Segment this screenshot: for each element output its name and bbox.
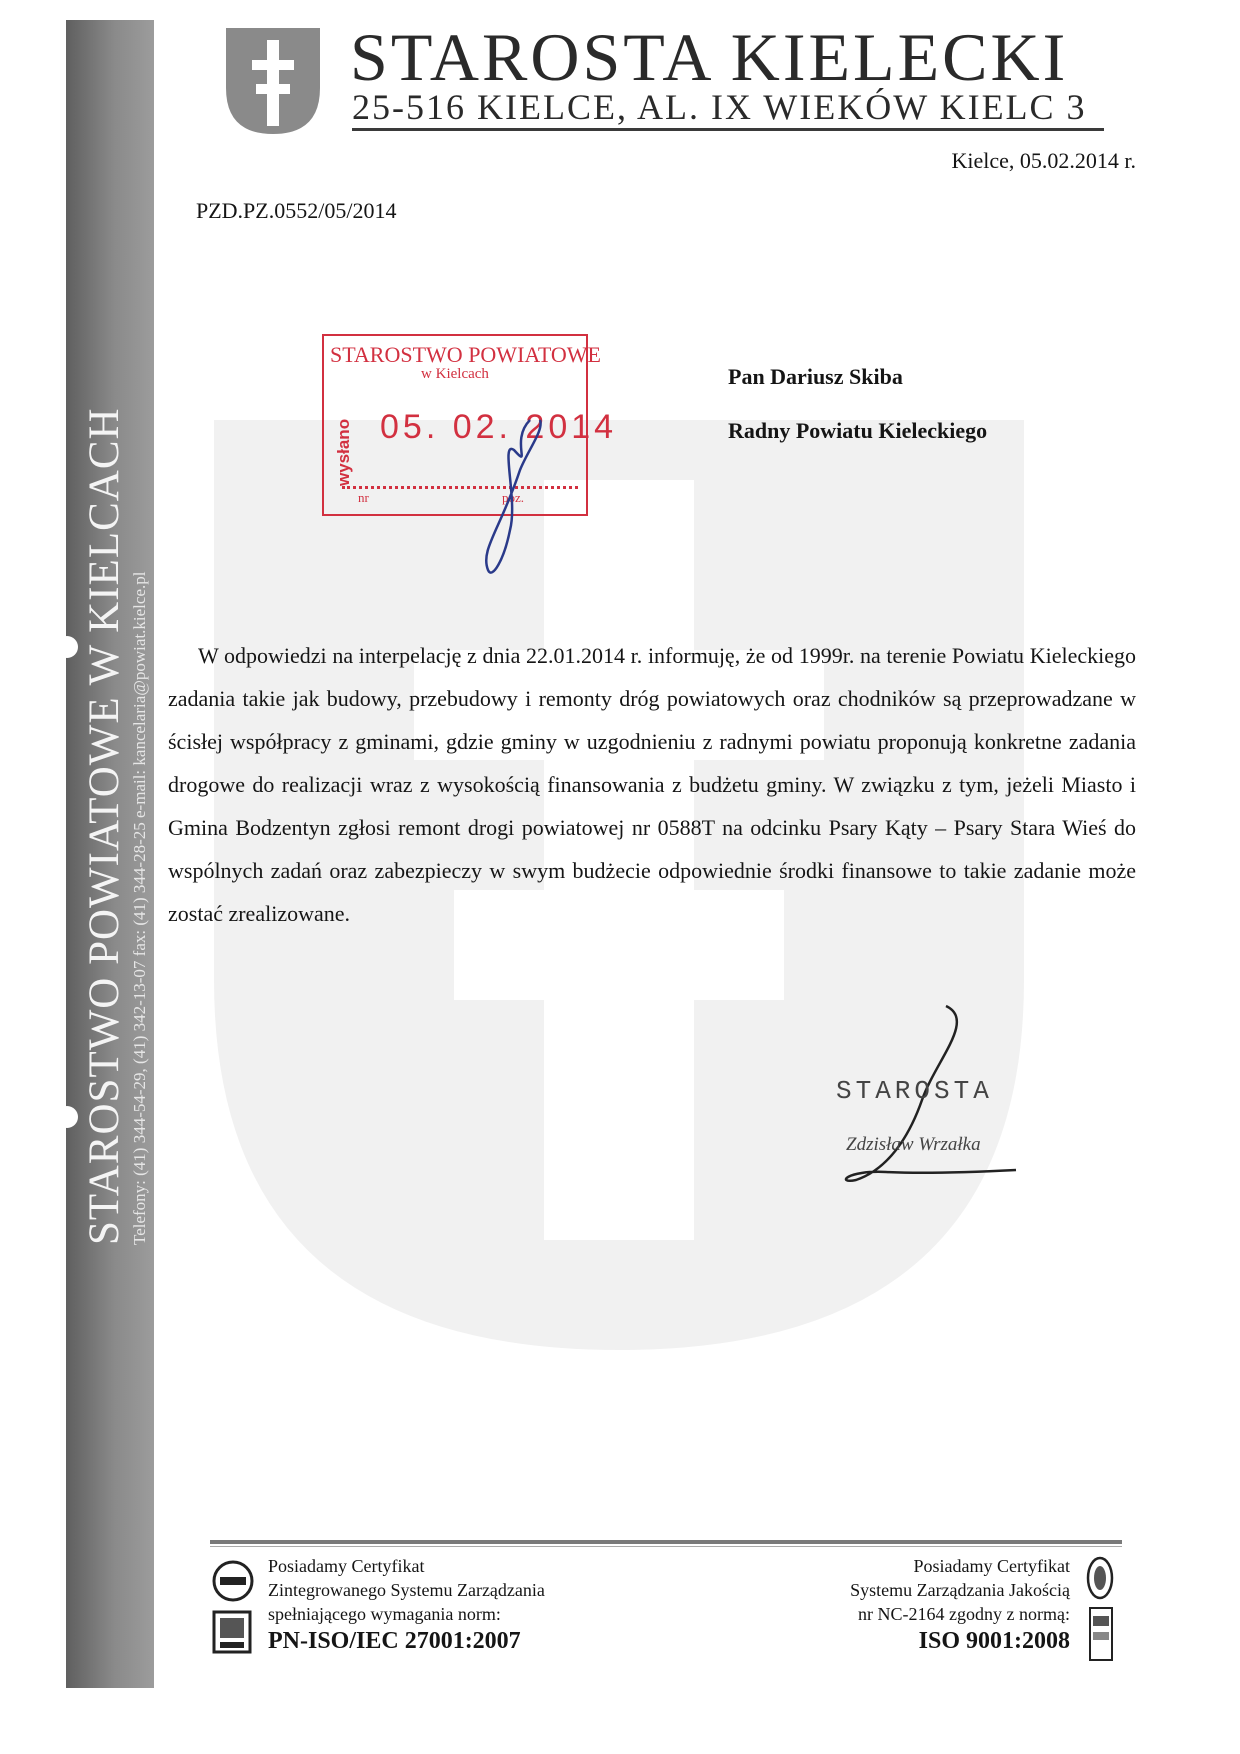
signatory-name: Zdzisław Wrzałka bbox=[846, 1134, 981, 1155]
header-divider bbox=[352, 128, 1104, 131]
office-title: STAROSTA KIELECKI bbox=[350, 19, 1069, 95]
sidebar-title: STAROSTWO POWIATOWE W KIELCACH bbox=[81, 407, 128, 1245]
footer-divider bbox=[210, 1540, 1122, 1544]
addressee-title: Radny Powiatu Kieleckiego bbox=[728, 418, 988, 443]
cert-right-line2: Systemu Zarządzania Jakością bbox=[850, 1580, 1070, 1600]
letter-paragraph: W odpowiedzi na interpelację z dnia 22.01.2014 r. informuję, że od 1999r. na terenie Powiatu Kieleckiego zadania takie jak budowy, przebudowy i remonty dróg powiatowych oraz chodników są przeprowadzane w ścisłej współpracy z gminami, gdzie gminy w uzgodnieniu z radnymi powiatu proponują konkretne zadania drogowe do realizacji wraz z wysokością finansowania z budżetu gminy. W związku z tym, jeżeli Miasto i Gmina Bodzentyn zgłosi remont drogi powiatowej nr 0588T na odcinku Psary Kąty – Psary Stara Wieś do wspólnych zadań oraz zabezpieczy w swym budżecie odpowiednie środki finansowe to takie zadanie może zostać zrealizowane. bbox=[168, 643, 1136, 926]
eagle-emblem-icon bbox=[212, 1610, 252, 1654]
addressee-name: Pan Dariusz Skiba bbox=[728, 364, 903, 389]
coat-of-arms-icon bbox=[224, 26, 322, 136]
punch-hole bbox=[56, 636, 78, 658]
stamp-date: 05. 02. 2014 bbox=[380, 408, 618, 446]
pca-accreditation-icon bbox=[1088, 1606, 1114, 1662]
sidebar-contact: Telefony: (41) 344-54-29, (41) 342-13-07 fax: (41) 344-28-25 e-mail: kancelaria@powiat.kielce.pl bbox=[130, 571, 149, 1245]
cert-left-line3: spełniającego wymagania norm: bbox=[268, 1604, 501, 1624]
quality-seal-icon bbox=[1086, 1554, 1114, 1602]
stamp-city: w Kielcach bbox=[421, 366, 489, 382]
cert-left-norm: PN-ISO/IEC 27001:2007 bbox=[268, 1628, 521, 1654]
cert-right-line1: Posiadamy Certyfikat bbox=[913, 1556, 1070, 1576]
punch-hole bbox=[56, 1106, 78, 1128]
stamp-sent-label: wysłano bbox=[334, 418, 353, 486]
stamp-poz-label: poz. bbox=[502, 490, 525, 505]
place-date: Kielce, 05.02.2014 r. bbox=[951, 148, 1136, 173]
footer-divider-thin bbox=[210, 1546, 1122, 1547]
stamp-office: STAROSTWO POWIATOWE bbox=[330, 342, 601, 367]
reference-number: PZD.PZ.0552/05/2014 bbox=[196, 198, 397, 223]
cert-right-norm: ISO 9001:2008 bbox=[918, 1628, 1070, 1654]
initials-signature-icon bbox=[470, 410, 560, 586]
signatory-role: STAROSTA bbox=[836, 1076, 993, 1106]
letter-body bbox=[168, 634, 1136, 935]
cert-right-line3: nr NC-2164 zgodny z normą: bbox=[858, 1604, 1070, 1624]
office-address: 25-516 KIELCE, AL. IX WIEKÓW KIELC 3 bbox=[352, 87, 1087, 127]
cert-left-line1: Posiadamy Certyfikat bbox=[268, 1556, 425, 1576]
sidebar-band bbox=[66, 20, 154, 1688]
certification-seal-icon bbox=[212, 1560, 254, 1602]
cert-left-line2: Zintegrowanego Systemu Zarządzania bbox=[268, 1580, 545, 1600]
stamp-nr-label: nr bbox=[358, 490, 369, 505]
